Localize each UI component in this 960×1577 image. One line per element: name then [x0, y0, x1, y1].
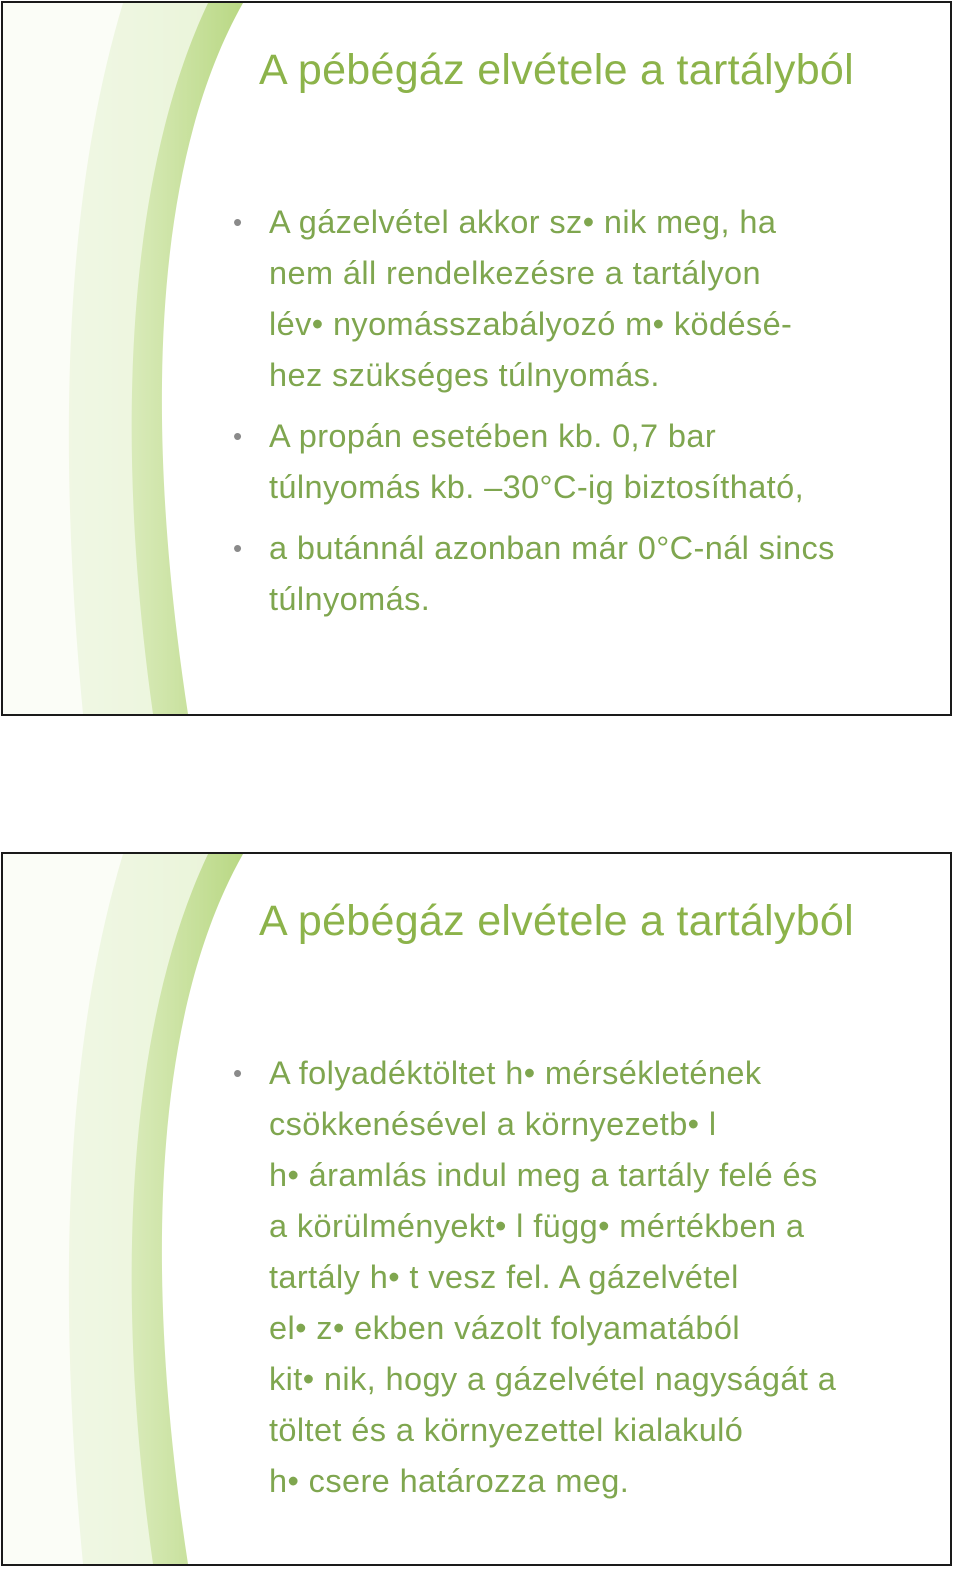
bullet-text: A gázelvétel akkor sz• nik meg, ha nem áll rendelkezésre a tartályon lév• nyomásszabályozó m• ködésé- hez szükséges túlnyomás.: [269, 204, 793, 393]
bullet-dot-icon: •: [233, 1058, 243, 1088]
bullet-dot-icon: •: [233, 421, 243, 451]
slide-title: A pébégáz elvétele a tartályból: [259, 897, 854, 945]
bullet-dot-icon: •: [233, 207, 243, 237]
bullet-item: [231, 1048, 921, 1507]
bullet-text: A propán esetében kb. 0,7 bar túlnyomás kb. –30°C-ig biztosítható,: [269, 418, 805, 505]
bullet-text: a butánnál azonban már 0°C-nál sincs túlnyomás.: [269, 530, 835, 617]
slide-2: [1, 852, 952, 1566]
bullet-item: [231, 411, 921, 513]
bullet-item: [231, 197, 921, 401]
slide-title: A pébégáz elvétele a tartályból: [259, 46, 854, 94]
bullet-dot-icon: •: [233, 533, 243, 563]
bullet-text: A folyadéktöltet h• mérsékletének csökkenésével a környezetb• l h• áramlás indul meg a tartály felé és a körülményekt• l függ• mértékben a tartály h• t vesz fel. A gázelvétel el• z• ekben vázolt folyamatából kit• nik, hogy a gázelvétel nagyságát a töltet és a környezettel kialakuló h• csere határozza meg.: [269, 1055, 837, 1499]
bullet-list: [231, 1048, 921, 1517]
bullet-list: [231, 197, 921, 635]
slide-1: [1, 1, 952, 716]
bullet-item: [231, 523, 921, 625]
